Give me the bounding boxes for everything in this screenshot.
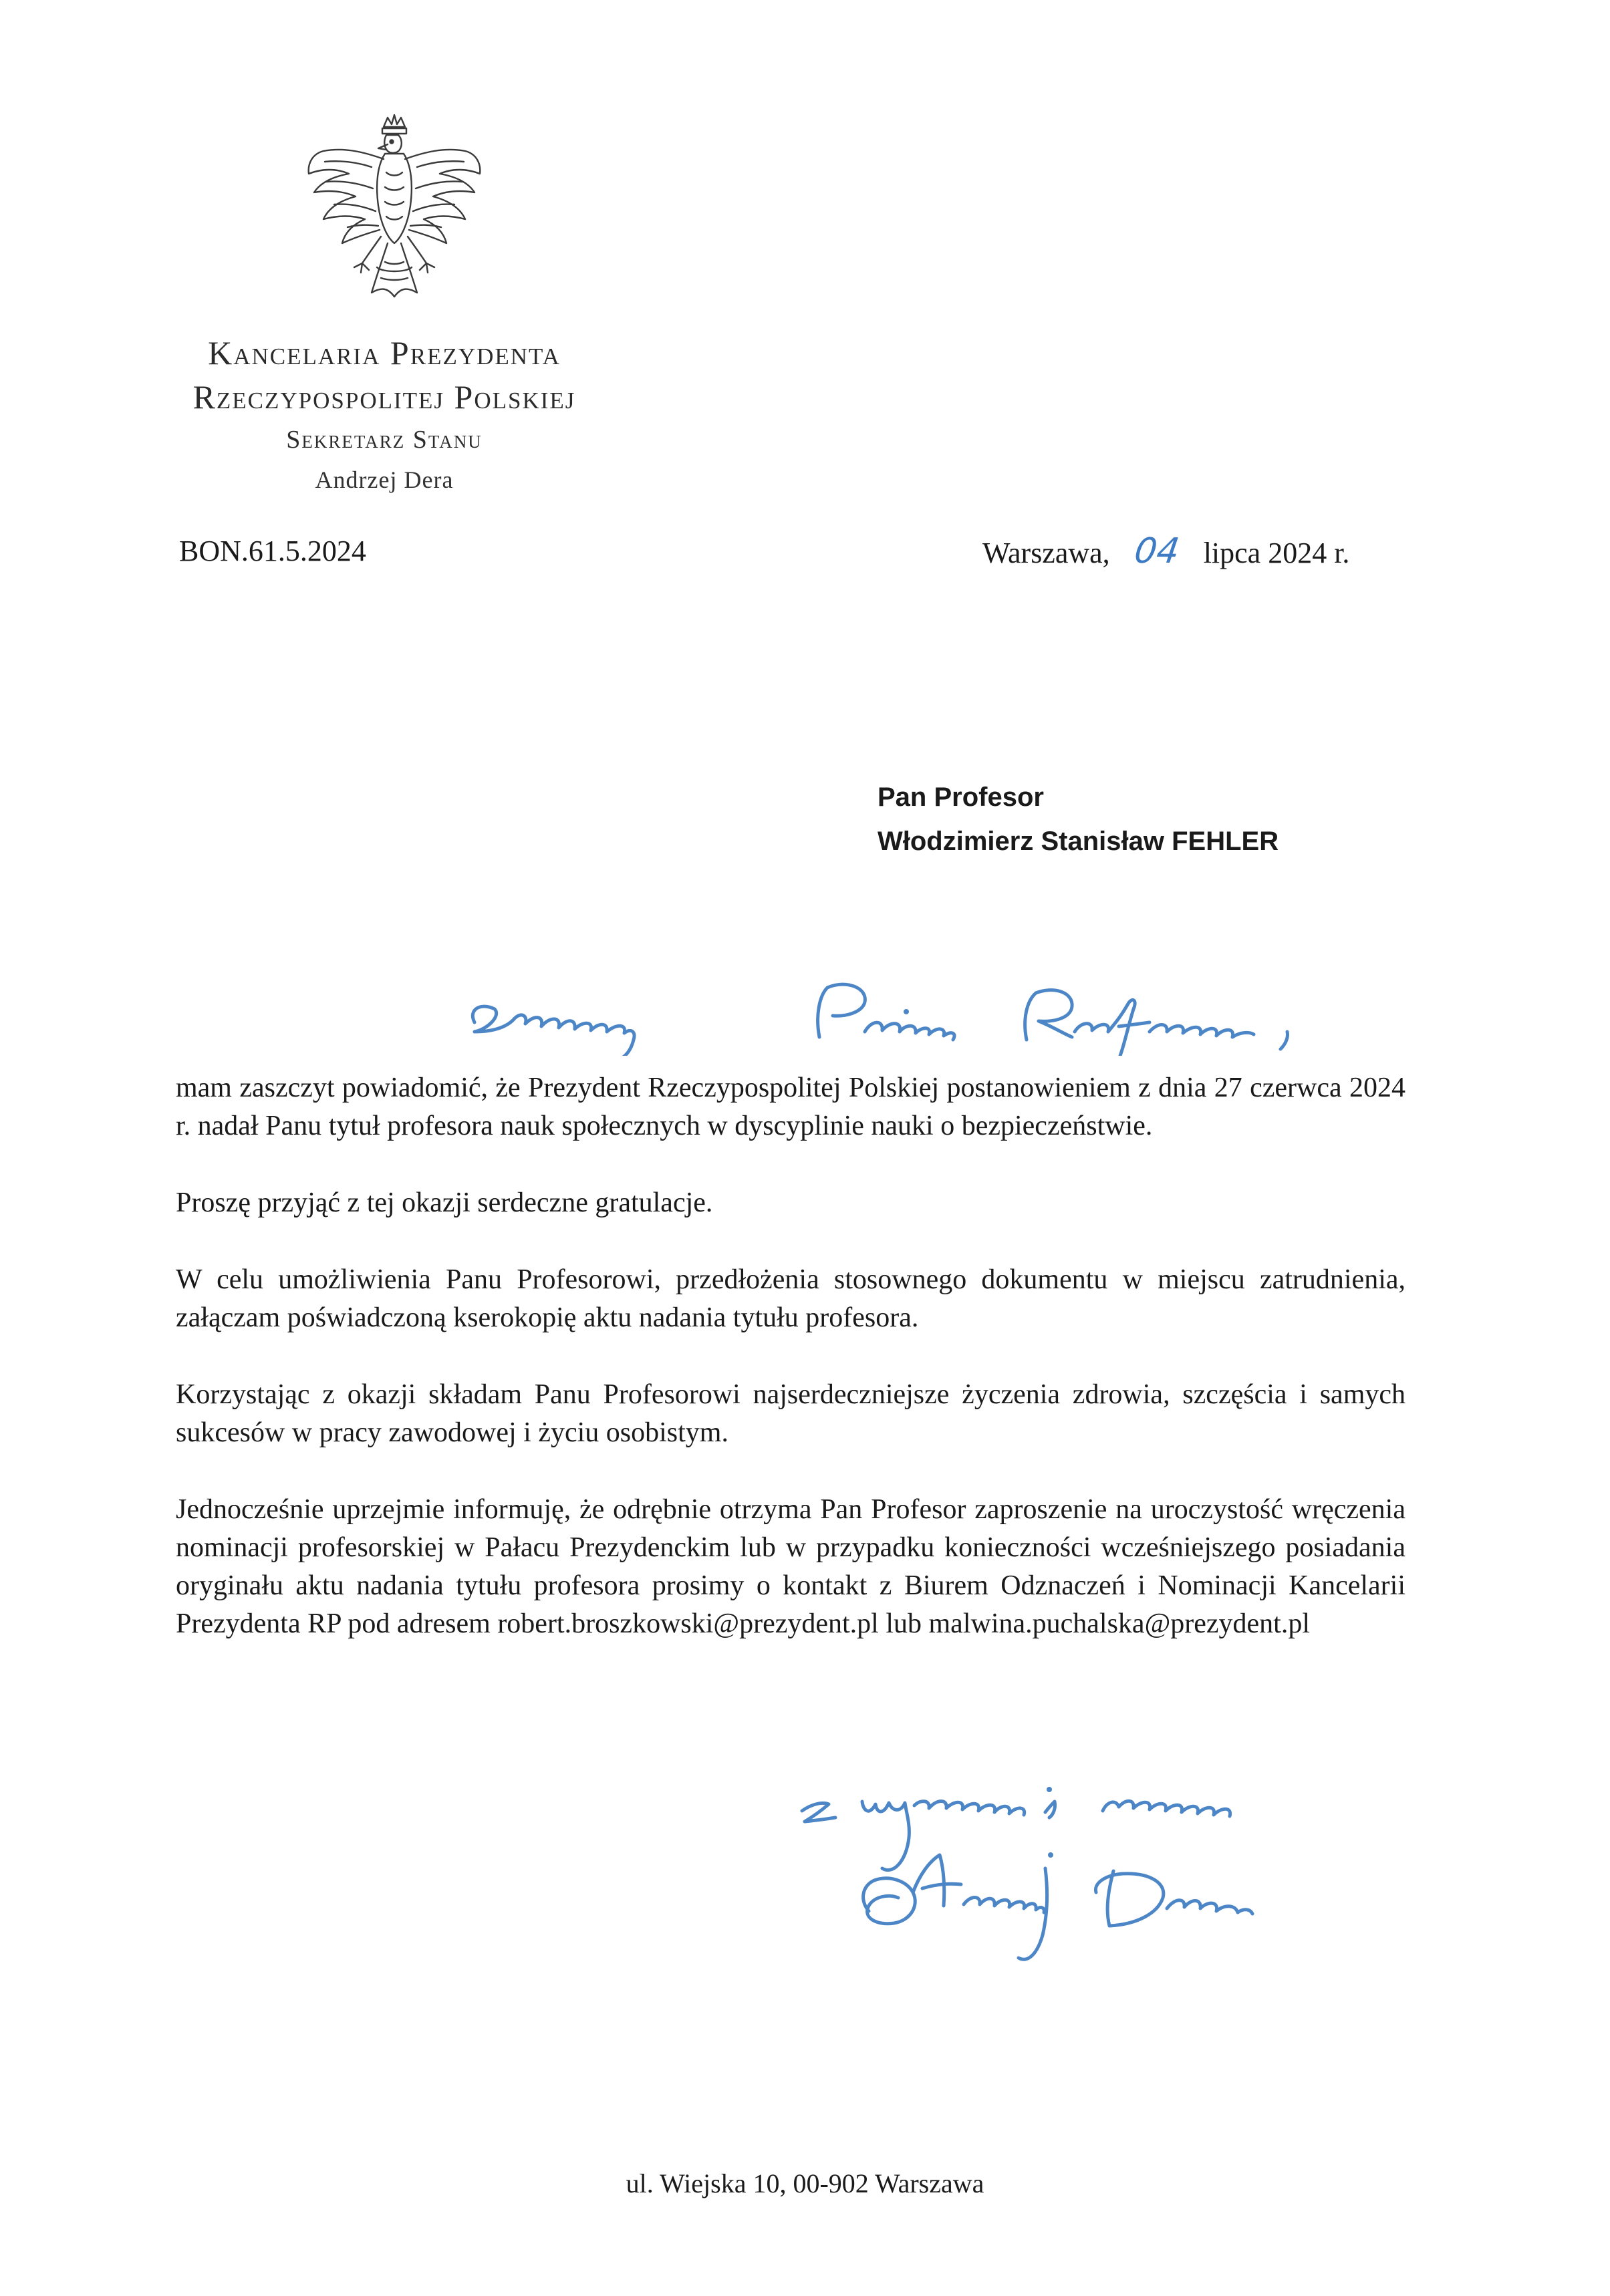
- paragraph-congratulations: Proszę przyjąć z tej okazji serdeczne gratulacje.: [176, 1187, 713, 1218]
- handwritten-closing-signature: [789, 1737, 1457, 1978]
- sender-position: Sekretarz Stanu: [286, 426, 483, 454]
- institution-name: Kancelaria Prezydenta: [208, 334, 561, 372]
- institution-country: Rzeczypospolitej Polskiej: [192, 378, 576, 416]
- handwritten-salutation: [461, 962, 1350, 1056]
- recipient-name: Włodzimierz Stanisław FEHLER: [878, 827, 1279, 856]
- letter-body: [176, 1069, 1405, 1682]
- recipient-block: [878, 775, 1279, 863]
- paragraph-wishes: Korzystając z okazji składam Panu Profesorowi najserdeczniejsze życzenia zdrowia, szczęścia i samych sukcesów w pracy zawodowej i życiu osobistym.: [176, 1379, 1405, 1448]
- polish-eagle-emblem-icon: [298, 112, 491, 313]
- recipient-title: Pan Profesor: [878, 782, 1044, 812]
- letterhead: [134, 331, 635, 499]
- sender-name: Andrzej Dera: [315, 466, 454, 493]
- paragraph-announcement: mam zaszczyt powiadomić, że Prezydent Rzeczypospolitej Polskiej postanowieniem z dnia 27 czerwca 2024 r. nadał Panu tytuł profesora nauk społecznych w dyscyplinie nauki o bezpieczeństwie.: [176, 1072, 1405, 1141]
- date-month-year: lipca 2024 r.: [1203, 537, 1350, 569]
- date-day-handwritten: 04: [1131, 531, 1182, 571]
- footer-address: ul. Wiejska 10, 00-902 Warszawa: [626, 2168, 984, 2198]
- paragraph-attachment: W celu umożliwienia Panu Profesorowi, przedłożenia stosownego dokumentu w miejscu zatrudnienia, załączam poświadczoną kserokopię aktu nadania tytułu profesora.: [176, 1264, 1405, 1333]
- date-line: [982, 531, 1349, 573]
- reference-number: BON.61.5.2024: [179, 535, 366, 567]
- date-place: Warszawa,: [982, 537, 1110, 569]
- paragraph-invitation: Jednocześnie uprzejmie informuję, że odrębnie otrzyma Pan Profesor zaproszenie na uroczystość wręczenia nominacji profesorskiej w Pałacu Prezydenckim lub w przypadku konieczności wcześniejszego posiadania oryginału aktu nadania tytułu profesora prosimy o kontakt z Biurem Odznaczeń i Nominacji Kancelarii Prezydenta RP pod adresem robert.broszkowski@prezydent.pl lub malwina.puchalska@prezydent.pl: [176, 1494, 1405, 1639]
